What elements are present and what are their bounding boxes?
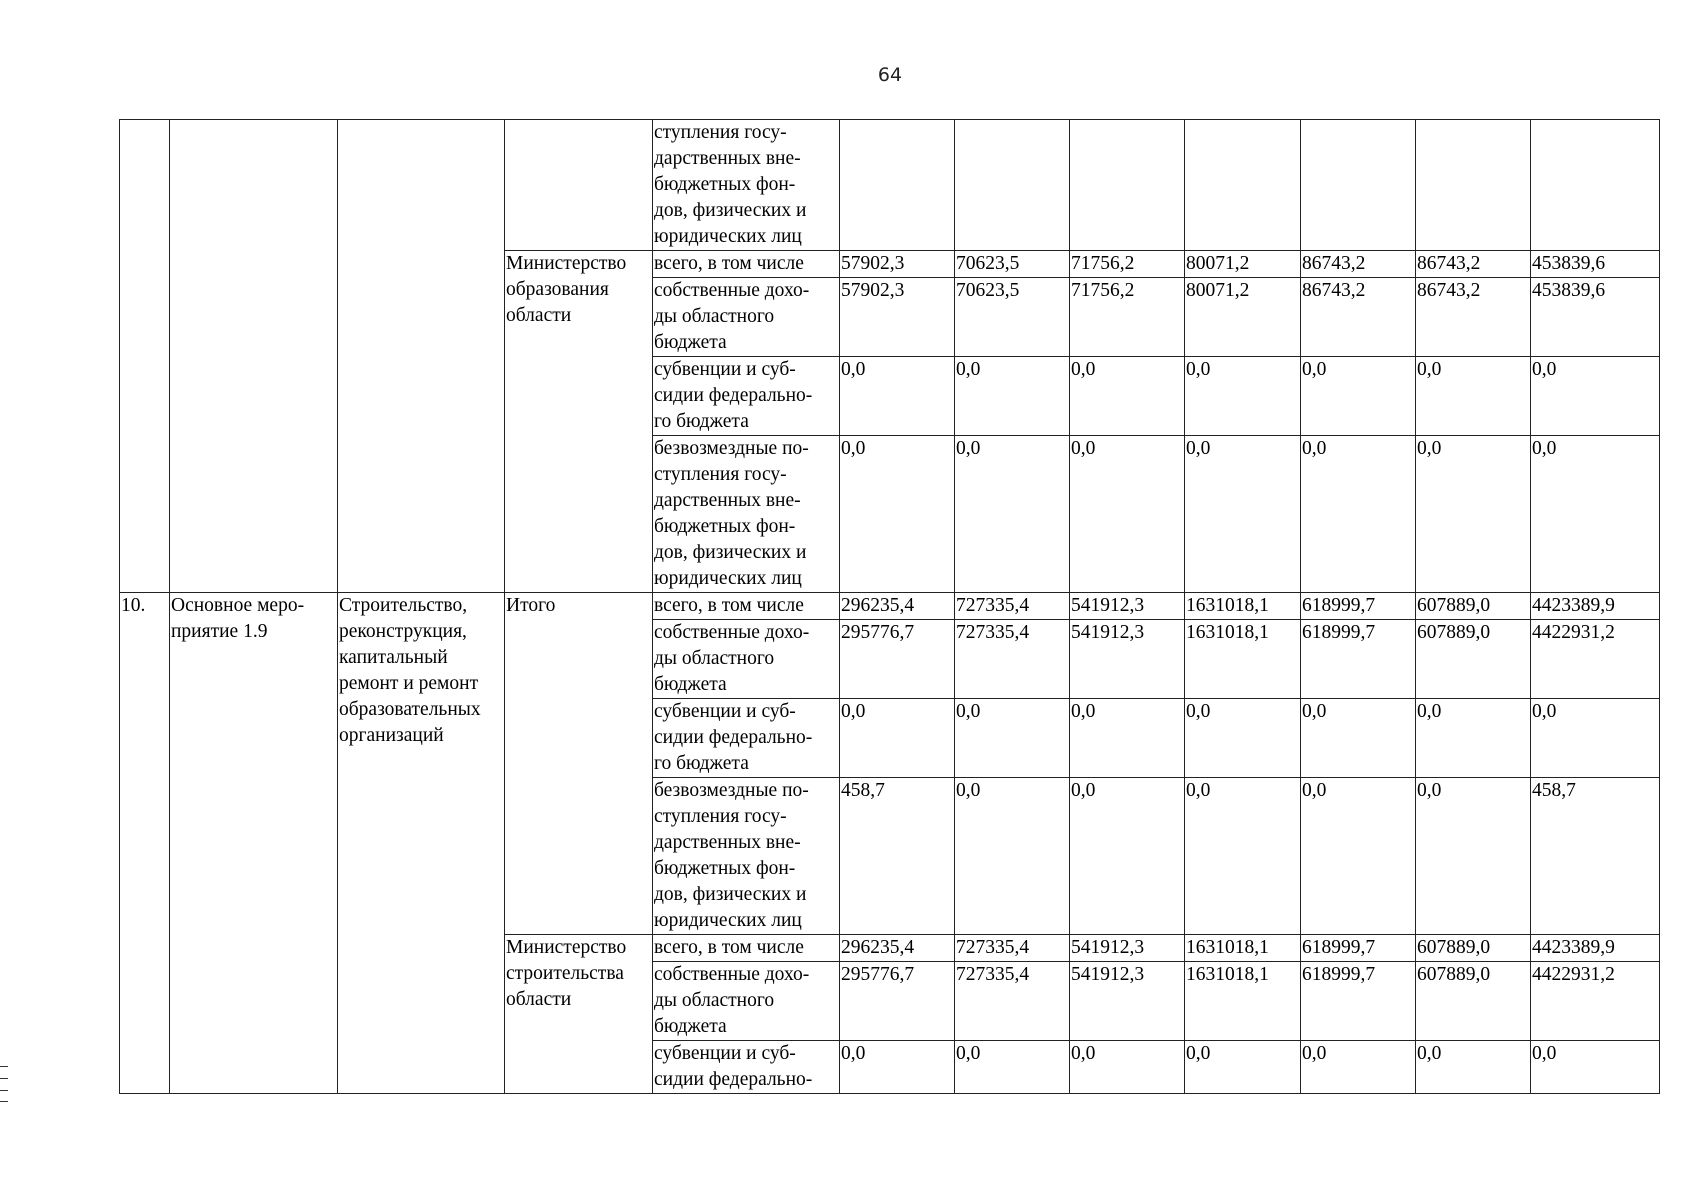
total-value-cell: 4422931,2 [1531,962,1660,1041]
funding-source-cell: всего, в том числе [653,935,840,962]
table-row [120,593,1660,620]
total-value-cell: 453839,6 [1531,278,1660,357]
year-value-cell [840,120,955,251]
year-value-cell: 71756,2 [1070,278,1185,357]
year-value-cell: 618999,7 [1301,593,1416,620]
total-value-cell: 4422931,2 [1531,620,1660,699]
executor-cell: Министерство строительства области [505,935,653,1094]
year-value-cell: 0,0 [840,699,955,778]
year-value-cell: 1631018,1 [1185,593,1301,620]
year-value-cell: 618999,7 [1301,962,1416,1041]
year-value-cell: 80071,2 [1185,278,1301,357]
funding-source-cell: субвенции и суб- сидии федерально- го бюджета [653,357,840,436]
year-value-cell: 0,0 [1185,357,1301,436]
year-value-cell: 727335,4 [955,962,1070,1041]
year-value-cell: 727335,4 [955,935,1070,962]
year-value-cell: 0,0 [955,699,1070,778]
funding-source-cell: безвозмездные по- ступления госу- дарственных вне- бюджетных фон- дов, физических и юридических лиц [653,778,840,935]
year-value-cell: 727335,4 [955,593,1070,620]
total-value-cell: 0,0 [1531,1041,1660,1094]
total-value-cell: 0,0 [1531,357,1660,436]
year-value-cell: 607889,0 [1416,935,1531,962]
funding-source-cell: всего, в том числе [653,251,840,278]
year-value-cell: 0,0 [1185,778,1301,935]
executor-cell: Итого [505,593,653,935]
total-value-cell: 4423389,9 [1531,935,1660,962]
year-value-cell: 541912,3 [1070,593,1185,620]
year-value-cell: 0,0 [1416,778,1531,935]
year-value-cell: 727335,4 [955,620,1070,699]
year-value-cell: 0,0 [1416,1041,1531,1094]
year-value-cell: 296235,4 [840,935,955,962]
scan-mark [0,1090,8,1091]
year-value-cell: 0,0 [955,778,1070,935]
year-value-cell: 1631018,1 [1185,962,1301,1041]
year-value-cell: 607889,0 [1416,593,1531,620]
funding-source-cell: собственные дохо- ды областного бюджета [653,962,840,1041]
year-value-cell: 618999,7 [1301,620,1416,699]
year-value-cell: 0,0 [840,357,955,436]
funding-source-cell: безвозмездные по- ступления госу- дарственных вне- бюджетных фон- дов, физических и юридических лиц [653,436,840,593]
table-row [120,120,1660,251]
year-value-cell: 70623,5 [955,251,1070,278]
year-value-cell: 607889,0 [1416,620,1531,699]
year-value-cell: 0,0 [955,436,1070,593]
year-value-cell: 57902,3 [840,251,955,278]
total-value-cell: 0,0 [1531,436,1660,593]
content-cell: Строительство, реконструкция, капитальный ремонт и ремонт образовательных организаций [338,593,505,1094]
year-value-cell: 86743,2 [1301,251,1416,278]
year-value-cell: 0,0 [955,357,1070,436]
year-value-cell: 541912,3 [1070,962,1185,1041]
year-value-cell: 296235,4 [840,593,955,620]
budget-table [119,119,1660,1094]
funding-source-cell: собственные дохо- ды областного бюджета [653,278,840,357]
year-value-cell: 0,0 [1070,778,1185,935]
year-value-cell: 1631018,1 [1185,935,1301,962]
year-value-cell: 0,0 [1416,699,1531,778]
year-value-cell: 0,0 [1416,436,1531,593]
year-value-cell: 0,0 [1070,357,1185,436]
year-value-cell: 0,0 [1301,436,1416,593]
year-value-cell: 0,0 [1301,778,1416,935]
total-value-cell: 0,0 [1531,699,1660,778]
total-value-cell: 453839,6 [1531,251,1660,278]
total-value-cell: 458,7 [1531,778,1660,935]
scan-mark [0,1101,8,1102]
year-value-cell [1185,120,1301,251]
funding-source-cell: субвенции и суб- сидии федерально- [653,1041,840,1094]
year-value-cell: 71756,2 [1070,251,1185,278]
measure-name-cell [170,120,338,593]
year-value-cell: 0,0 [1185,436,1301,593]
year-value-cell: 541912,3 [1070,620,1185,699]
year-value-cell: 0,0 [1070,436,1185,593]
year-value-cell [1070,120,1185,251]
year-value-cell: 0,0 [1301,1041,1416,1094]
row-number-cell [120,120,170,593]
year-value-cell: 0,0 [1185,1041,1301,1094]
content-cell [338,120,505,593]
executor-cell: Министерство образования области [505,251,653,593]
year-value-cell: 541912,3 [1070,935,1185,962]
year-value-cell: 86743,2 [1301,278,1416,357]
total-value-cell [1531,120,1660,251]
funding-source-cell: собственные дохо- ды областного бюджета [653,620,840,699]
funding-source-cell: всего, в том числе [653,593,840,620]
funding-source-cell: субвенции и суб- сидии федерально- го бюджета [653,699,840,778]
page-number: 64 [877,64,903,86]
year-value-cell: 607889,0 [1416,962,1531,1041]
funding-source-cell: ступления госу- дарственных вне- бюджетных фон- дов, физических и юридических лиц [653,120,840,251]
table-body [120,120,1660,1094]
year-value-cell: 0,0 [840,1041,955,1094]
year-value-cell: 618999,7 [1301,935,1416,962]
year-value-cell: 0,0 [1416,357,1531,436]
year-value-cell: 57902,3 [840,278,955,357]
row-number-cell: 10. [120,593,170,1094]
year-value-cell: 86743,2 [1416,251,1531,278]
year-value-cell: 295776,7 [840,620,955,699]
measure-name-cell: Основное меро- приятие 1.9 [170,593,338,1094]
year-value-cell: 86743,2 [1416,278,1531,357]
scan-mark [0,1066,8,1067]
year-value-cell: 0,0 [1070,1041,1185,1094]
year-value-cell: 1631018,1 [1185,620,1301,699]
year-value-cell: 0,0 [955,1041,1070,1094]
year-value-cell: 295776,7 [840,962,955,1041]
executor-cell [505,120,653,251]
year-value-cell: 0,0 [1301,357,1416,436]
year-value-cell: 70623,5 [955,278,1070,357]
total-value-cell: 4423389,9 [1531,593,1660,620]
year-value-cell [955,120,1070,251]
year-value-cell: 0,0 [840,436,955,593]
year-value-cell [1416,120,1531,251]
year-value-cell [1301,120,1416,251]
year-value-cell: 458,7 [840,778,955,935]
year-value-cell: 0,0 [1070,699,1185,778]
year-value-cell: 0,0 [1185,699,1301,778]
year-value-cell: 0,0 [1301,699,1416,778]
scan-mark [0,1078,8,1079]
year-value-cell: 80071,2 [1185,251,1301,278]
